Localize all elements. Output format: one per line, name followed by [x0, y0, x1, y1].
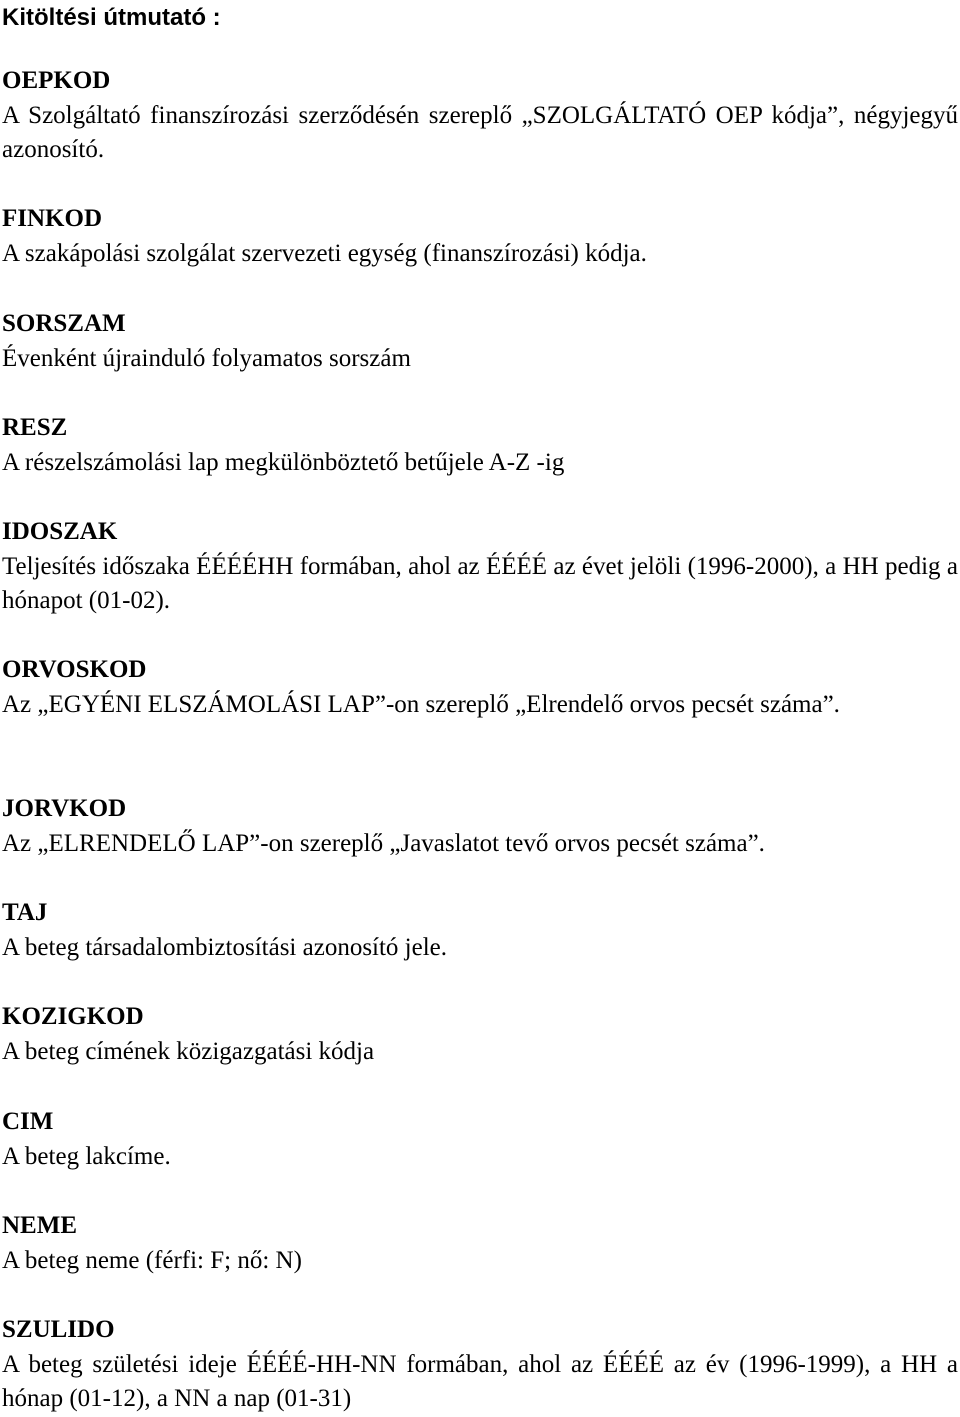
- field-description: A beteg neme (férfi: F; nő: N): [2, 1246, 302, 1274]
- field-description: Évenként újrainduló folyamatos sorszám: [2, 344, 411, 372]
- field-code: NEME: [2, 1212, 77, 1239]
- page-title: Kitöltési útmutató :: [2, 4, 221, 31]
- field-description: A szakápolási szolgálat szervezeti egység (finanszírozási) kódja.: [2, 239, 647, 267]
- field-code: OEPKOD: [2, 67, 111, 94]
- field-taj: [2, 896, 958, 965]
- field-code: JORVKOD: [2, 795, 127, 822]
- field-code: TAJ: [2, 899, 48, 926]
- field-szulido: [2, 1313, 958, 1417]
- field-description: A beteg lakcíme.: [2, 1142, 171, 1170]
- field-cim: [2, 1105, 958, 1174]
- field-code: FINKOD: [2, 205, 102, 232]
- field-description: A beteg születési ideje ÉÉÉÉ-HH-NN formában, ahol az ÉÉÉÉ az év (1996-1999), a HH a hónap (01-12), a NN a nap (01-31): [2, 1350, 958, 1412]
- field-code: SZULIDO: [2, 1316, 115, 1343]
- field-resz: [2, 411, 958, 480]
- field-code: SORSZAM: [2, 310, 126, 337]
- field-sorszam: [2, 307, 958, 376]
- field-code: ORVOSKOD: [2, 656, 147, 683]
- field-description: A beteg társadalombiztosítási azonosító jele.: [2, 933, 448, 961]
- field-description: Teljesítés időszaka ÉÉÉÉHH formában, ahol az ÉÉÉÉ az évet jelöli (1996-2000), a HH pedig a hónapot (01-02).: [2, 552, 958, 614]
- field-code: KOZIGKOD: [2, 1003, 144, 1030]
- field-description: A beteg címének közigazgatási kódja: [2, 1037, 375, 1065]
- field-jorvkod: [2, 792, 958, 861]
- field-kozigkod: [2, 1000, 958, 1069]
- field-oepkod: [2, 64, 958, 168]
- field-description: A Szolgáltató finanszírozási szerződésén szereplő „SZOLGÁLTATÓ OEP kódja”, négyjegyű azonosító.: [2, 101, 958, 163]
- field-finkod: [2, 202, 958, 271]
- field-description: Az „ELRENDELŐ LAP”-on szereplő „Javaslatot tevő orvos pecsét száma”.: [2, 829, 765, 857]
- field-code: CIM: [2, 1108, 54, 1135]
- field-neme: [2, 1209, 958, 1278]
- field-idoszak: [2, 515, 958, 619]
- field-description: A részelszámolási lap megkülönböztető betűjele A-Z -ig: [2, 448, 565, 476]
- field-code: IDOSZAK: [2, 518, 118, 545]
- field-orvoskod: [2, 653, 958, 722]
- field-code: RESZ: [2, 414, 68, 441]
- field-description: Az „EGYÉNI ELSZÁMOLÁSI LAP”-on szereplő „Elrendelő orvos pecsét száma”.: [2, 690, 840, 718]
